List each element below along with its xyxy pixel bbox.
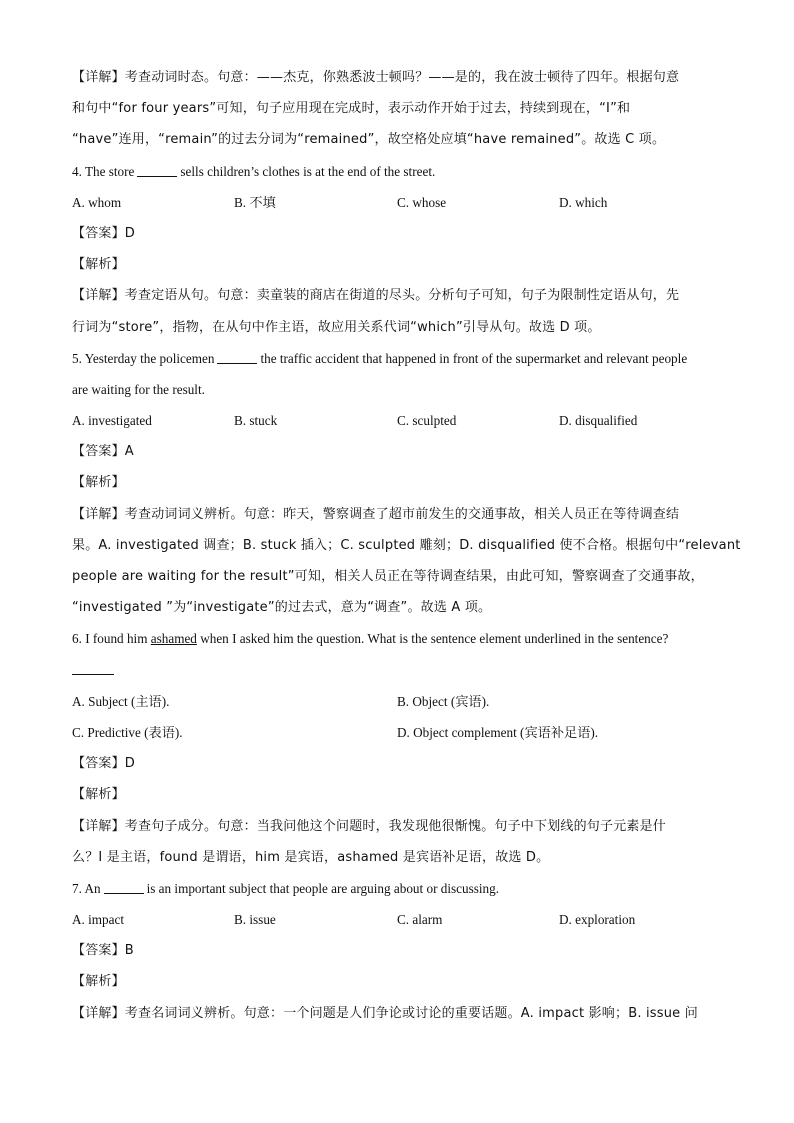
q5-explanation-line-2: 果。A. investigated 调查；B. stuck 插入；C. sculpted 雕刻；D. disqualified 使不合格。根据句中“relevant — [72, 537, 741, 553]
q6-option-b: B. Object (宾语). — [397, 693, 490, 709]
q6-option-c: C. Predictive (表语). — [72, 724, 183, 740]
q7-blank — [104, 879, 144, 894]
q4-options — [72, 187, 722, 218]
q4-explanation-line-1: 【详解】考查定语从句。句意：卖童装的商店在街道的尽头。分析句子可知，句子为限制性定语从句，先 — [72, 288, 680, 304]
q5-stem-before: 5. Yesterday the policemen — [72, 350, 215, 366]
q6-option-d: D. Object complement (宾语补足语). — [397, 724, 599, 740]
q4-answer: 【答案】D — [72, 225, 136, 241]
q4-stem-after: sells children’s clothes is at the end of the street. — [180, 163, 436, 179]
document-page — [72, 62, 741, 1029]
q5-answer: 【答案】A — [72, 444, 134, 460]
q7-explanation-line-1: 【详解】考查名词词义辨析。句意：一个问题是人们争论或讨论的重要话题。A. impact 影响；B. issue 问 — [72, 1005, 698, 1021]
q6-stem-before: 6. I found him — [72, 631, 148, 647]
q5-option-a: A. investigated — [72, 413, 152, 429]
q6-analysis-heading: 【解析】 — [72, 787, 125, 803]
q4-option-b: B. 不填 — [234, 194, 276, 210]
q5-stem-after: the traffic accident that happened in front of the supermarket and relevant people — [260, 350, 688, 366]
q5-blank — [217, 349, 257, 364]
q7-stem-before: 7. An — [72, 880, 101, 896]
q5-options — [72, 405, 722, 436]
q6-blank-line — [72, 655, 722, 686]
q7-stem-after: is an important subject that people are arguing about or discussing. — [146, 880, 500, 896]
q7-stem — [72, 873, 722, 904]
q3-explanation-line-3: “have”连用，“remain”的过去分词为“remained”，故空格处应填“have remained”。故选 C 项。 — [72, 132, 666, 148]
q7-analysis-heading: 【解析】 — [72, 974, 125, 990]
q7-options — [72, 904, 722, 935]
q5-explanation-line-3: people are waiting for the result”可知，相关人员正在等待调查结果，由此可知，警察调查了交通事故， — [72, 569, 704, 584]
q4-option-a: A. whom — [72, 194, 122, 210]
q5-option-b: B. stuck — [234, 413, 278, 429]
q6-explanation-line-1: 【详解】考查句子成分。句意：当我问他这个问题时，我发现他很惭愧。句子中下划线的句子元素是什 — [72, 818, 667, 834]
q7-option-a: A. impact — [72, 912, 125, 928]
q6-options-row-1 — [72, 686, 722, 717]
q3-explanation-line-2: 和句中“for four years”可知，句子应用现在完成时，表示动作开始于过去，持续到现在，“I”和 — [72, 101, 631, 117]
q7-option-c: C. alarm — [397, 912, 443, 928]
q4-blank — [137, 162, 177, 177]
q7-option-d: D. exploration — [559, 912, 636, 928]
q5-stem — [72, 343, 722, 374]
q4-stem-before: 4. The store — [72, 163, 135, 179]
q3-explanation-line-1: 【详解】考查动词时态。句意：——杰克，你熟悉波士顿吗？——是的，我在波士顿待了四年。根据句意 — [72, 70, 680, 85]
q6-underlined-word: ashamed — [150, 631, 197, 647]
q6-blank — [72, 660, 114, 675]
q6-explanation-line-2: 么？I 是主语，found 是谓语，him 是宾语，ashamed 是宾语补足语，故选 D。 — [72, 849, 550, 865]
q5-explanation-line-1: 【详解】考查动词词义辨析。句意：昨天，警察调查了超市前发生的交通事故，相关人员正在等待调查结 — [72, 506, 680, 522]
q6-options-row-2 — [72, 717, 722, 748]
q7-answer: 【答案】B — [72, 943, 134, 959]
q4-explanation-line-2: 行词为“store”，指物，在从句中作主语，故应用关系代词“which”引导从句。故选 D 项。 — [72, 319, 601, 335]
q6-stem — [72, 623, 722, 654]
q4-option-c: C. whose — [397, 194, 447, 210]
q5-option-d: D. disqualified — [559, 413, 638, 429]
q6-stem-after: when I asked him the question. What is the sentence element underlined in the sentence? — [200, 631, 669, 647]
q5-stem-line-2: are waiting for the result. — [72, 381, 205, 397]
q5-analysis-heading: 【解析】 — [72, 475, 125, 491]
q5-explanation-line-4: “investigated ”为“investigate”的过去式，意为“调查”。故选 A 项。 — [72, 600, 492, 616]
q4-analysis-heading: 【解析】 — [72, 257, 125, 273]
q5-option-c: C. sculpted — [397, 413, 457, 429]
q4-stem — [72, 156, 722, 187]
q4-option-d: D. which — [559, 194, 608, 210]
q6-answer: 【答案】D — [72, 756, 136, 772]
q7-option-b: B. issue — [234, 912, 276, 928]
q6-option-a: A. Subject (主语). — [72, 693, 170, 709]
